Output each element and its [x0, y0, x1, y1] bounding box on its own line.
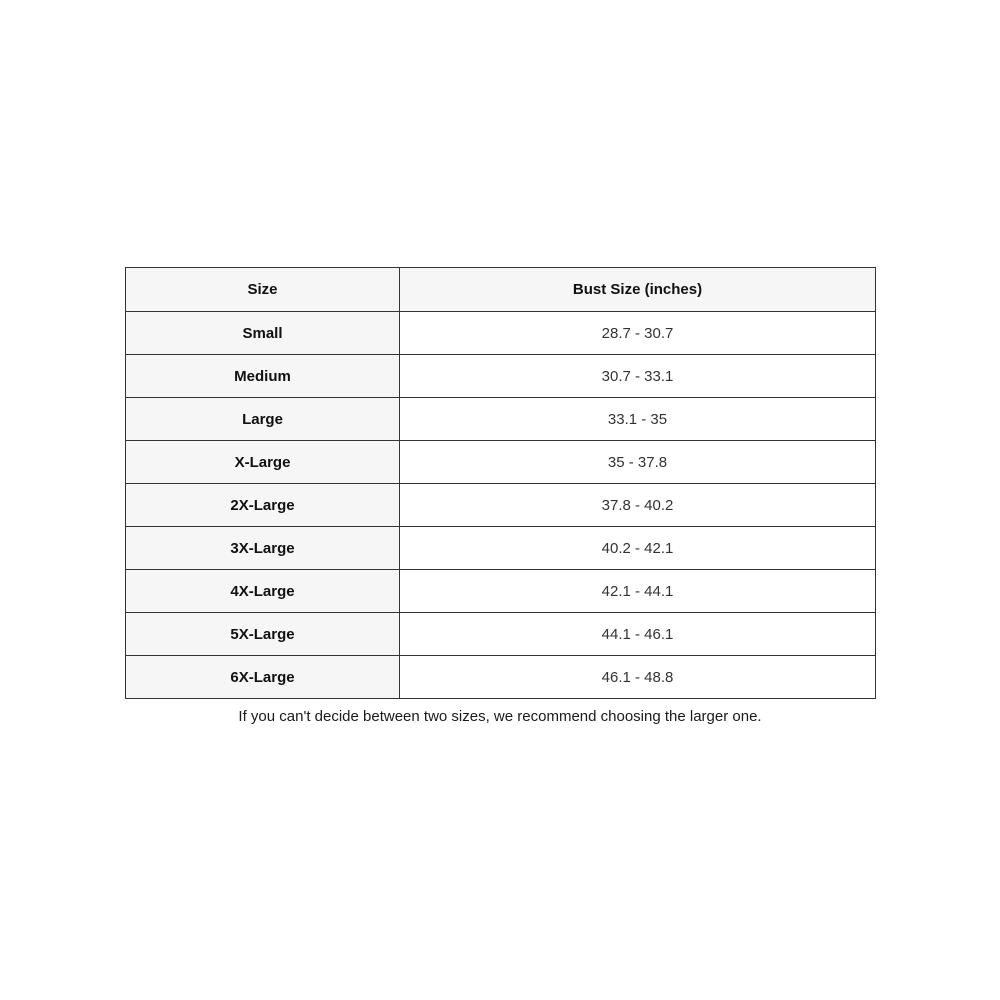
table-row: [126, 484, 876, 527]
bust-range: 42.1 - 44.1: [400, 570, 876, 613]
size-label: Small: [126, 312, 400, 355]
size-label: 3X-Large: [126, 527, 400, 570]
bust-range: 35 - 37.8: [400, 441, 876, 484]
bust-range: 28.7 - 30.7: [400, 312, 876, 355]
header-size: Size: [126, 268, 400, 312]
bust-range: 46.1 - 48.8: [400, 656, 876, 699]
bust-range: 40.2 - 42.1: [400, 527, 876, 570]
size-table: [125, 267, 876, 699]
size-label: X-Large: [126, 441, 400, 484]
table-row: [126, 398, 876, 441]
table-header-row: [126, 268, 876, 312]
sizing-note: If you can't decide between two sizes, we recommend choosing the larger one.: [238, 708, 762, 725]
size-label: Large: [126, 398, 400, 441]
size-label: 6X-Large: [126, 656, 400, 699]
table-row: [126, 312, 876, 355]
bust-range: 37.8 - 40.2: [400, 484, 876, 527]
table-row: [126, 613, 876, 656]
header-bust-size: Bust Size (inches): [400, 268, 876, 312]
size-label: 2X-Large: [126, 484, 400, 527]
size-label: 5X-Large: [126, 613, 400, 656]
table-row: [126, 656, 876, 699]
table-row: [126, 355, 876, 398]
size-chart: [125, 267, 875, 725]
bust-range: 33.1 - 35: [400, 398, 876, 441]
size-label: Medium: [126, 355, 400, 398]
bust-range: 30.7 - 33.1: [400, 355, 876, 398]
table-row: [126, 570, 876, 613]
bust-range: 44.1 - 46.1: [400, 613, 876, 656]
table-row: [126, 441, 876, 484]
table-row: [126, 527, 876, 570]
size-label: 4X-Large: [126, 570, 400, 613]
